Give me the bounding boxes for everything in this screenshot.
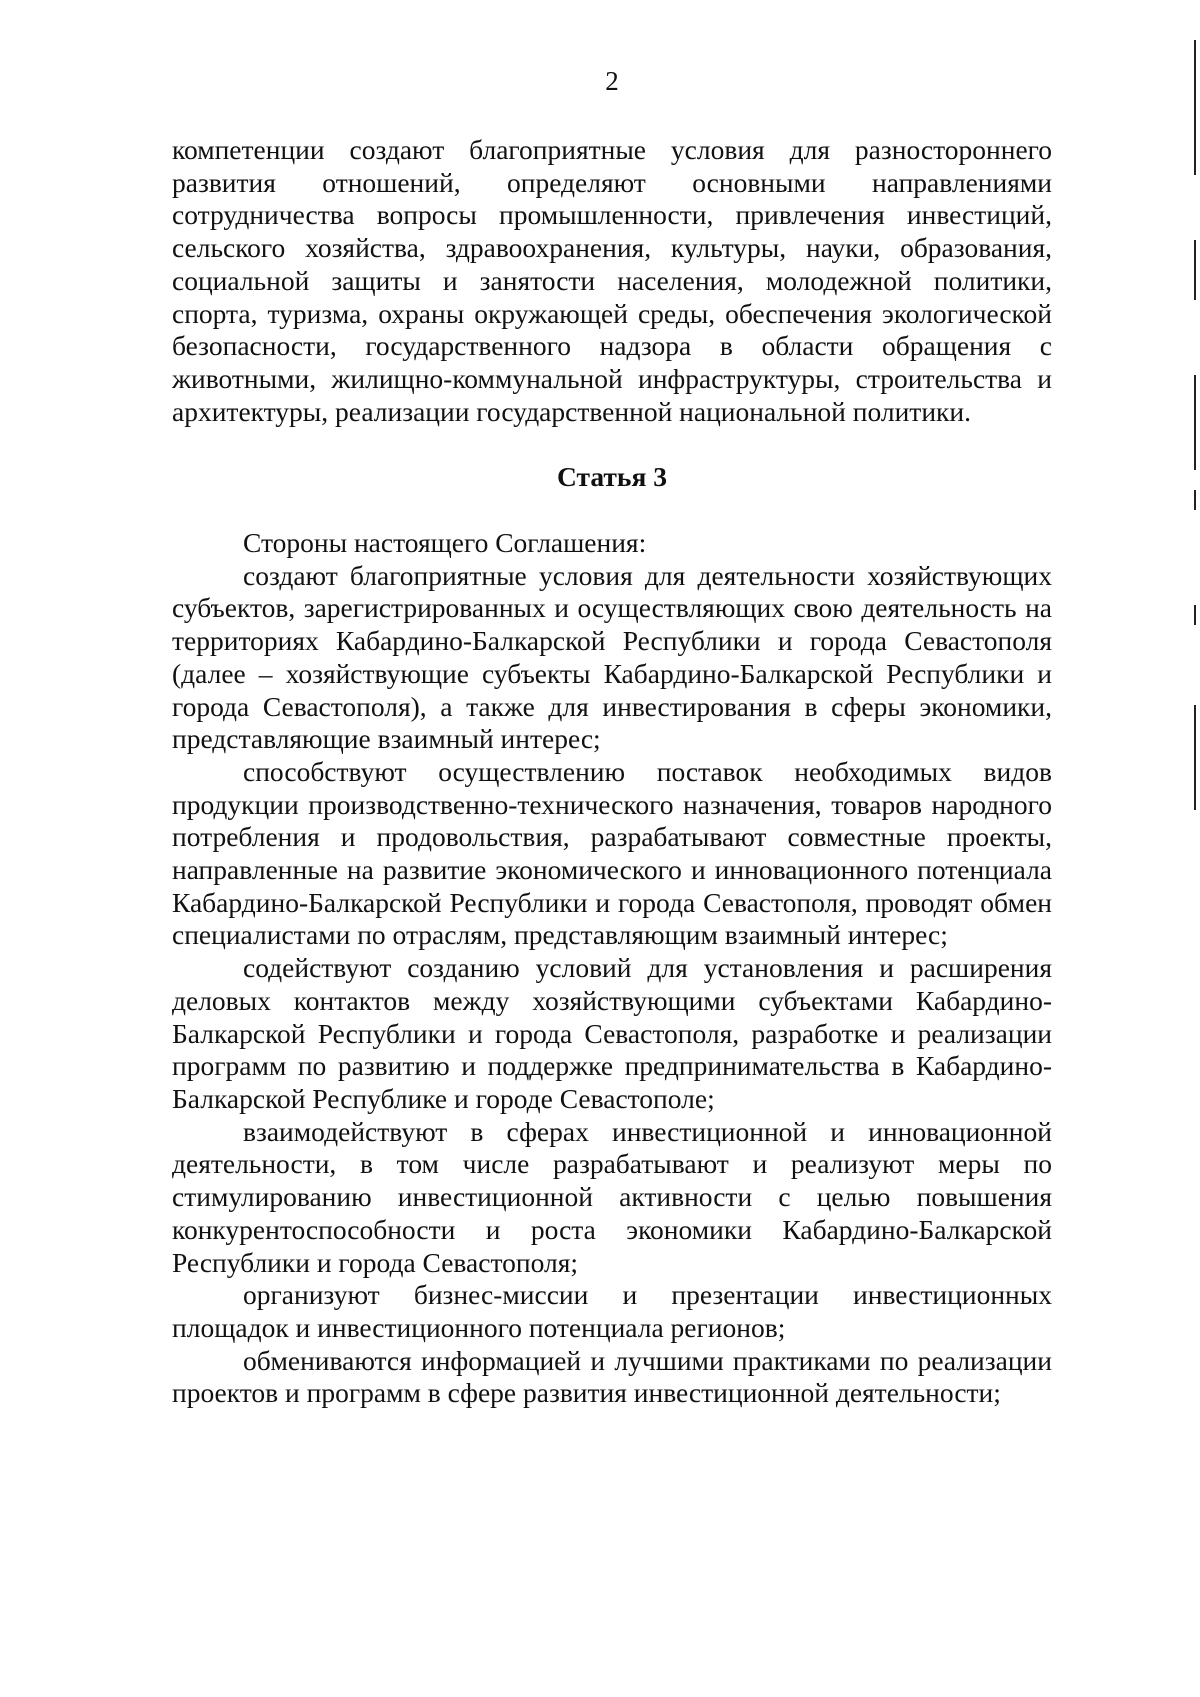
- document-body: [172, 134, 1052, 1410]
- article-paragraph: организуют бизнес-миссии и презентации инвестиционных площадок и инвестиционного потенциала регионов;: [172, 1279, 1052, 1343]
- article-paragraph: способствуют осуществлению поставок необходимых видов продукции производственно-технического назначения, товаров народного потребления и продовольствия, разрабатывают совместные проекты, направленные на развитие экономического и инновационного потенциала Кабардино-Балкарской Республики и города Севастополя, проводят обмен специалистами по отраслям, представляющим взаимный интерес;: [172, 755, 1052, 951]
- scan-edge-mark: [1194, 375, 1196, 470]
- page-number: 2: [605, 66, 619, 96]
- scan-edge-mark: [1194, 490, 1196, 510]
- scan-edge-mark: [1194, 240, 1196, 300]
- article-intro: Стороны настоящего Соглашения:: [243, 527, 647, 559]
- article-paragraph: обмениваются информацией и лучшими практиками по реализации проектов и программ в сфере развития инвестиционной деятельности;: [172, 1344, 1052, 1409]
- intro-paragraph: компетенции создают благоприятные условия для разностороннего развития отношений, определяют основными направлениями сотрудничества вопросы промышленности, привлечения инвестиций, сельского хозяйства, здравоохранения, культуры, науки, образования, социальной защиты и занятости населения, молодежной политики, спорта, туризма, охраны окружающей среды, обеспечения экологической безопасности, государственного надзора в области обращения с животными, жилищно-коммунальной инфраструктуры, строительства и архитектуры, реализации государственной национальной политики.: [172, 134, 1052, 427]
- scan-edge-mark: [1194, 705, 1196, 810]
- scan-edge-mark: [1194, 605, 1196, 625]
- article-paragraph: создают благоприятные условия для деятельности хозяйствующих субъектов, зарегистрированных и осуществляющих свою деятельность на территориях Кабардино-Балкарской Республики и города Севастополя (далее – хозяйствующие субъекты Кабардино-Балкарской Республики и города Севастополя), а также для инвестирования в сферы экономики, представляющие взаимный интерес;: [172, 559, 1052, 755]
- article-paragraph: взаимодействуют в сферах инвестиционной и инновационной деятельности, в том числе разрабатывают и реализуют меры по стимулированию инвестиционной активности с целью повышения конкурентоспособности и роста экономики Кабардино-Балкарской Республики и города Севастополя;: [172, 1115, 1052, 1278]
- article-paragraph: содействуют созданию условий для установления и расширения деловых контактов между хозяйствующими субъектами Кабардино-Балкарской Республики и города Севастополя, разработке и реализации программ по развитию и поддержке предпринимательства в Кабардино-Балкарской Республике и городе Севастополе;: [172, 952, 1052, 1114]
- scan-edge-mark: [1194, 40, 1196, 175]
- article-title: Статья 3: [557, 461, 667, 493]
